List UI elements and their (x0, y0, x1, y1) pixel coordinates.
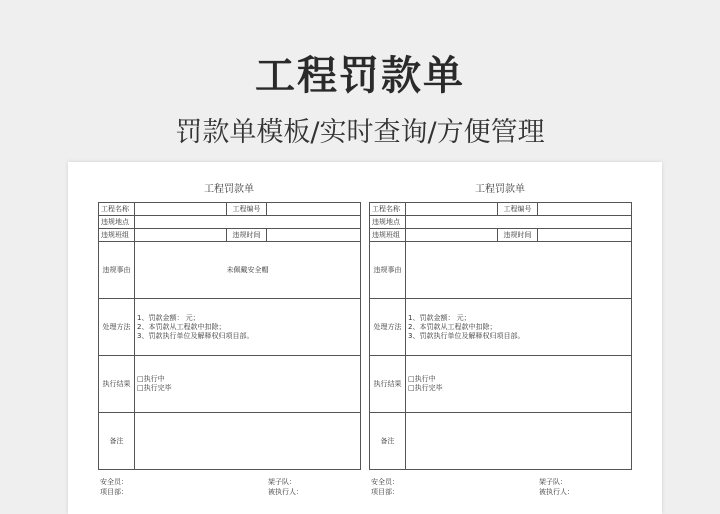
project-no-value[interactable] (267, 203, 361, 216)
remark-label: 备注 (370, 413, 406, 470)
method-line: 3、罚款执行单位及解释权归项目部。 (137, 331, 254, 340)
method-line: 2、本罚款从工程款中扣除； (137, 322, 226, 331)
reason-label: 违规事由 (99, 242, 135, 299)
time-value[interactable] (538, 229, 632, 242)
project-name-value[interactable] (406, 203, 498, 216)
result-label: 执行结果 (99, 356, 135, 413)
safety-officer-label: 安全员： (100, 478, 128, 486)
reason-value[interactable]: 未佩戴安全帽 (135, 242, 361, 299)
location-label: 违规地点 (99, 216, 135, 229)
method-value (406, 299, 632, 356)
project-name-label: 工程名称 (370, 203, 406, 216)
project-no-label: 工程编号 (227, 203, 267, 216)
result-option-in-progress[interactable]: □执行中 (408, 375, 436, 383)
team-leader-label: 架子队： (268, 478, 296, 486)
form-footer (371, 477, 629, 497)
project-dept-label: 项目部： (100, 488, 128, 496)
method-line: 2、本罚款从工程款中扣除； (408, 322, 497, 331)
safety-officer-label: 安全员： (371, 478, 399, 486)
remark-label: 备注 (99, 413, 135, 470)
project-dept-label: 项目部： (371, 488, 399, 496)
reason-label: 违规事由 (370, 242, 406, 299)
team-value[interactable] (135, 229, 227, 242)
time-label: 违规时间 (498, 229, 538, 242)
method-line: 1、罚款金额： 元； (137, 313, 200, 322)
location-label: 违规地点 (370, 216, 406, 229)
project-name-value[interactable] (135, 203, 227, 216)
time-label: 违规时间 (227, 229, 267, 242)
result-value (406, 356, 632, 413)
page-subtitle: 罚款单模板/实时查询/方便管理 (175, 117, 545, 148)
result-option-in-progress[interactable]: □执行中 (137, 375, 165, 383)
executed-person-label: 被执行人： (539, 488, 574, 496)
location-value[interactable] (135, 216, 361, 229)
method-line: 1、罚款金额： 元； (408, 313, 471, 322)
executed-person-label: 被执行人： (268, 488, 303, 496)
result-option-done[interactable]: □执行完毕 (137, 384, 172, 392)
location-value[interactable] (406, 216, 632, 229)
project-no-label: 工程编号 (498, 203, 538, 216)
remark-value[interactable] (135, 413, 361, 470)
result-option-done[interactable]: □执行完毕 (408, 384, 443, 392)
remark-value[interactable] (406, 413, 632, 470)
reason-value[interactable] (406, 242, 632, 299)
team-label: 违规班组 (370, 229, 406, 242)
time-value[interactable] (267, 229, 361, 242)
team-label: 违规班组 (99, 229, 135, 242)
page-title: 工程罚款单 (255, 53, 465, 99)
method-line: 3、罚款执行单位及解释权归项目部。 (408, 331, 525, 340)
project-name-label: 工程名称 (99, 203, 135, 216)
penalty-form-table (98, 202, 361, 470)
method-label: 处理方法 (99, 299, 135, 356)
penalty-form-table (369, 202, 632, 470)
method-value (135, 299, 361, 356)
project-no-value[interactable] (538, 203, 632, 216)
document-sheet (68, 162, 662, 514)
form-footer (100, 477, 358, 497)
result-value (135, 356, 361, 413)
team-value[interactable] (406, 229, 498, 242)
team-leader-label: 架子队： (539, 478, 567, 486)
form-title: 工程罚款单 (475, 184, 525, 195)
result-label: 执行结果 (370, 356, 406, 413)
method-label: 处理方法 (370, 299, 406, 356)
form-title: 工程罚款单 (204, 184, 254, 195)
